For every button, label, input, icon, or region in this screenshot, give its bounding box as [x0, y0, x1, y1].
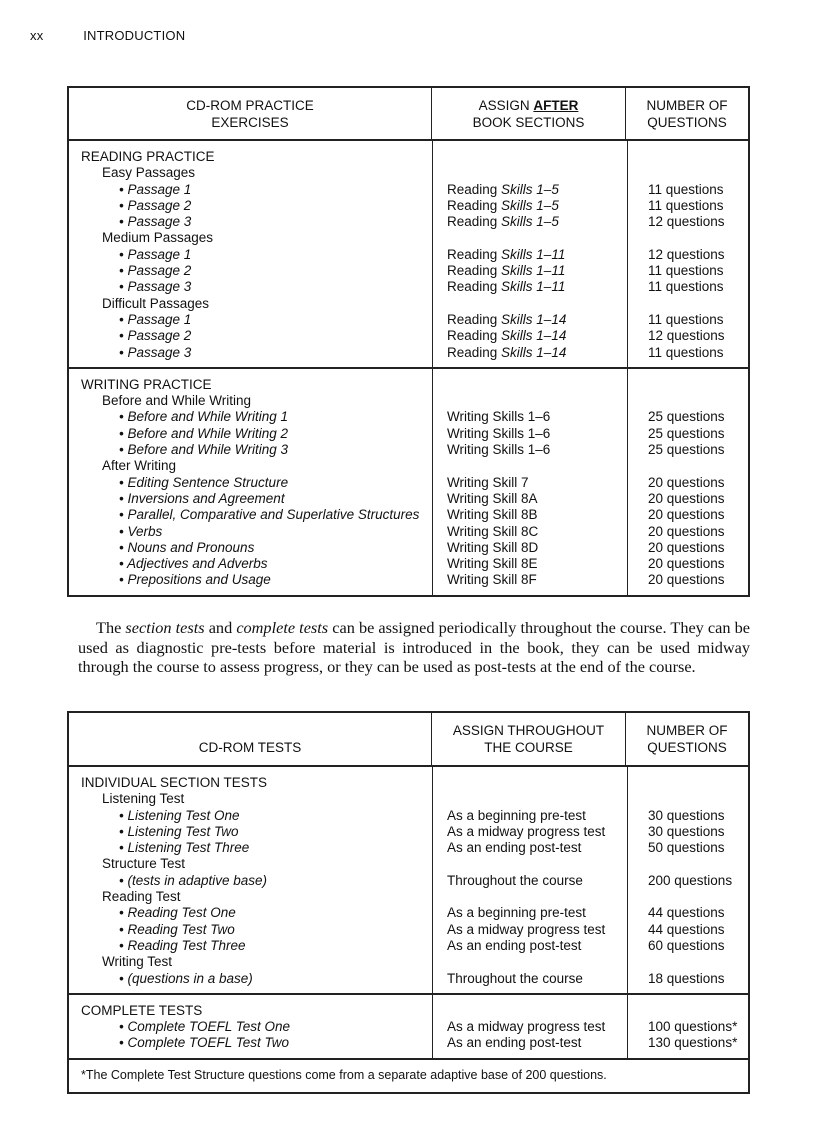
question-count: 18 questions	[648, 970, 725, 986]
question-count	[628, 393, 748, 409]
question-count: 11 questions	[648, 279, 724, 295]
question-count: 20 questions	[648, 556, 725, 572]
assignment-cell	[433, 377, 627, 393]
section-heading: READING PRACTICE	[81, 149, 215, 164]
assignment-cell	[433, 409, 627, 425]
header-tests	[69, 713, 432, 765]
header-text: THE COURSE	[484, 740, 573, 755]
text: The	[96, 618, 126, 637]
list-item: • Listening Test Two	[119, 823, 239, 839]
list-item: • Passage 3	[119, 279, 192, 295]
emphasis: section tests	[125, 618, 205, 637]
assignment-text: Reading	[447, 344, 502, 360]
assignment-cell	[433, 296, 627, 312]
column-assignment	[433, 767, 628, 993]
assignment-cell	[433, 393, 627, 409]
list-item: • Passage 2	[119, 328, 192, 344]
assignment-text: As an ending post-test	[447, 840, 582, 856]
column-item	[69, 767, 433, 993]
subsection-heading: Easy Passages	[102, 165, 196, 181]
question-count: 20 questions	[648, 490, 725, 506]
assignment-text: Writing Skill 8F	[447, 572, 537, 588]
list-item: • Passage 3	[119, 344, 192, 360]
assignment-cell	[433, 149, 627, 165]
question-count	[628, 791, 748, 807]
table-header	[69, 88, 748, 141]
subsection-heading: Medium Passages	[102, 230, 214, 246]
question-count: 25 questions	[648, 409, 725, 425]
assignment-skills: Skills 1–14	[501, 311, 567, 327]
question-count: 11 questions	[648, 344, 724, 360]
list-item: • Before and While Writing 3	[119, 442, 289, 458]
list-item: • Inversions and Agreement	[119, 490, 285, 506]
assignment-text: Writing Skill 8B	[447, 507, 538, 523]
subsection-heading: Before and While Writing	[102, 393, 252, 409]
assignment-skills: Skills 1–11	[501, 246, 566, 262]
question-count: 44 questions	[648, 921, 725, 937]
column-assignment	[433, 141, 628, 367]
column-item	[69, 369, 433, 595]
assignment-text: Writing Skill 8E	[447, 556, 538, 572]
header-text: CD-ROM PRACTICE	[186, 98, 314, 113]
list-item: • Passage 1	[119, 181, 192, 197]
assignment-cell	[433, 938, 627, 954]
assignment-skills: Skills 1–14	[501, 328, 567, 344]
question-count	[628, 775, 748, 791]
subsection-heading: Difficult Passages	[102, 295, 210, 311]
subsection-heading: Writing Test	[102, 954, 173, 970]
list-item: • Reading Test Two	[119, 921, 235, 937]
list-item: • Parallel, Comparative and Superlative Structures	[119, 507, 420, 523]
question-count: 44 questions	[648, 905, 725, 921]
running-head	[30, 28, 221, 43]
assignment-skills: Skills 1–5	[501, 197, 559, 213]
list-item: • Passage 1	[119, 246, 192, 262]
assignment-cell	[433, 165, 627, 181]
assignment-cell	[433, 328, 627, 344]
text: and	[204, 618, 237, 637]
assignment-text: Writing Skill 8A	[447, 490, 538, 506]
list-item: • Reading Test One	[119, 905, 236, 921]
list-item: • Before and While Writing 1	[119, 409, 289, 425]
question-count: 200 questions	[648, 872, 733, 888]
column-assignment	[433, 369, 628, 595]
assignment-cell	[433, 824, 627, 840]
text: can be assigned periodically throughout the course. They can be used as diagnostic pre-tests before material is introduced in the book, they can be used midway through the course to assess progress, or they can be used as post-tests at the end of the course.	[78, 618, 750, 677]
assignment-cell	[433, 954, 627, 970]
section-heading: COMPLETE TESTS	[81, 1002, 203, 1018]
chapter-title: INTRODUCTION	[83, 28, 186, 43]
assignment-cell	[433, 475, 627, 491]
header-text: ASSIGN	[478, 98, 530, 113]
assignment-cell	[433, 791, 627, 807]
question-count: 12 questions	[648, 246, 725, 262]
question-count: 20 questions	[648, 539, 725, 555]
assignment-cell	[433, 889, 627, 905]
assignment-cell	[433, 263, 627, 279]
column-questions	[628, 369, 748, 595]
assignment-text: As a beginning pre-test	[447, 807, 586, 823]
assignment-cell	[433, 312, 627, 328]
assignment-text: Writing Skill 7	[447, 474, 529, 490]
question-count: 100 questions*	[648, 1019, 738, 1035]
assignment-cell	[433, 905, 627, 921]
page-number: xx	[30, 28, 44, 43]
column-questions	[628, 141, 748, 367]
table-header	[69, 713, 748, 767]
assignment-cell	[433, 198, 627, 214]
assignment-skills: Skills 1–5	[501, 214, 559, 230]
question-count: 20 questions	[648, 474, 725, 490]
assignment-cell	[433, 840, 627, 856]
header-text	[432, 97, 625, 114]
list-item: • Listening Test Three	[119, 840, 250, 856]
assignment-text: Reading	[447, 197, 502, 213]
assignment-cell	[433, 524, 627, 540]
question-count	[628, 149, 748, 165]
question-count	[628, 230, 748, 246]
assignment-text: As an ending post-test	[447, 1035, 582, 1051]
assignment-cell	[433, 182, 627, 198]
question-count	[628, 954, 748, 970]
assignment-cell	[433, 345, 627, 361]
header-assign	[432, 713, 626, 765]
assignment-text: Throughout the course	[447, 872, 583, 888]
header-text: QUESTIONS	[647, 740, 727, 755]
list-item: • Complete TOEFL Test Two	[119, 1035, 290, 1051]
assignment-cell	[433, 279, 627, 295]
assignment-cell	[433, 426, 627, 442]
section-heading: INDIVIDUAL SECTION TESTS	[81, 775, 268, 790]
question-count: 60 questions	[648, 937, 725, 953]
column-questions	[628, 995, 748, 1058]
section-heading: WRITING PRACTICE	[81, 376, 212, 392]
question-count: 130 questions*	[648, 1035, 738, 1051]
assignment-skills: Skills 1–14	[501, 344, 567, 360]
assignment-text: As a midway progress test	[447, 1019, 606, 1035]
assignment-text: Reading	[447, 328, 502, 344]
list-item: • (tests in adaptive base)	[119, 872, 268, 888]
column-item	[69, 995, 433, 1058]
column-assignment	[433, 995, 628, 1058]
list-item: • Before and While Writing 2	[119, 425, 289, 441]
question-count: 12 questions	[648, 214, 725, 230]
header-text: BOOK SECTIONS	[472, 115, 585, 130]
header-exercises	[69, 88, 432, 139]
assignment-cell	[433, 507, 627, 523]
assignment-cell	[433, 922, 627, 938]
header-emphasis: AFTER	[533, 98, 579, 113]
list-item: • Reading Test Three	[119, 937, 246, 953]
assignment-cell	[433, 971, 627, 987]
assignment-cell	[433, 214, 627, 230]
header-text: EXERCISES	[211, 115, 289, 130]
question-count: 20 questions	[648, 523, 725, 539]
assignment-text: Reading	[447, 263, 502, 279]
list-item: • Passage 2	[119, 263, 192, 279]
list-item: • Nouns and Pronouns	[119, 539, 255, 555]
assignment-text: Writing Skills 1–6	[447, 409, 551, 425]
table-section	[69, 995, 748, 1060]
column-item	[69, 141, 433, 367]
assignment-text: Writing Skill 8D	[447, 539, 539, 555]
assignment-text: As a midway progress test	[447, 823, 606, 839]
assignment-cell	[433, 230, 627, 246]
question-count	[628, 165, 748, 181]
question-count: 11 questions	[648, 311, 724, 327]
assignment-text: Reading	[447, 214, 502, 230]
assignment-text: Reading	[447, 246, 502, 262]
assignment-cell	[433, 775, 627, 791]
assignment-text: Writing Skills 1–6	[447, 442, 551, 458]
practice-exercises-table	[67, 86, 750, 597]
list-item: • Listening Test One	[119, 807, 240, 823]
question-count	[628, 889, 748, 905]
table-section	[69, 767, 748, 995]
question-count: 30 questions	[648, 823, 725, 839]
header-text: NUMBER OF	[646, 98, 728, 113]
assignment-cell	[433, 491, 627, 507]
footnote: *The Complete Test Structure questions come from a separate adaptive base of 200 questions.	[81, 1067, 607, 1082]
assignment-cell	[433, 556, 627, 572]
assignment-text: As a beginning pre-test	[447, 905, 586, 921]
column-questions	[628, 767, 748, 993]
header-text: NUMBER OF	[646, 723, 728, 738]
question-count	[628, 458, 748, 474]
assignment-text: Throughout the course	[447, 970, 583, 986]
list-item: • (questions in a base)	[119, 970, 253, 986]
assignment-text: Reading	[447, 311, 502, 327]
header-assign	[432, 88, 626, 139]
emphasis: complete tests	[236, 618, 329, 637]
assignment-text: Writing Skill 8C	[447, 523, 539, 539]
question-count: 20 questions	[648, 507, 725, 523]
assignment-text: As a midway progress test	[447, 921, 606, 937]
question-count: 30 questions	[648, 807, 725, 823]
assignment-cell	[433, 540, 627, 556]
question-count	[628, 296, 748, 312]
assignment-text: Writing Skills 1–6	[447, 425, 551, 441]
assignment-cell	[433, 247, 627, 263]
list-item: • Editing Sentence Structure	[119, 474, 289, 490]
question-count	[628, 377, 748, 393]
assignment-cell	[433, 1019, 627, 1035]
list-item: • Verbs	[119, 523, 163, 539]
assignment-cell	[433, 873, 627, 889]
assignment-skills: Skills 1–5	[501, 181, 559, 197]
table-section	[69, 141, 748, 369]
subsection-heading: Listening Test	[102, 791, 185, 807]
subsection-heading: After Writing	[102, 458, 177, 474]
list-item: • Adjectives and Adverbs	[119, 556, 268, 572]
cd-rom-tests-table	[67, 711, 750, 1094]
question-count: 11 questions	[648, 263, 724, 279]
header-text: ASSIGN THROUGHOUT	[452, 723, 605, 738]
question-count: 25 questions	[648, 442, 725, 458]
assignment-cell	[433, 458, 627, 474]
question-count: 11 questions	[648, 197, 724, 213]
subsection-heading: Structure Test	[102, 856, 186, 872]
list-item: • Passage 1	[119, 311, 192, 327]
list-item: • Complete TOEFL Test One	[119, 1019, 291, 1035]
assignment-cell	[433, 1003, 627, 1019]
question-count: 12 questions	[648, 328, 725, 344]
header-text: CD-ROM TESTS	[198, 740, 302, 755]
header-count	[626, 713, 748, 765]
assignment-cell	[433, 808, 627, 824]
assignment-skills: Skills 1–11	[501, 263, 566, 279]
assignment-cell	[433, 442, 627, 458]
question-count	[628, 1003, 748, 1019]
subsection-heading: Reading Test	[102, 889, 181, 905]
assignment-text: Reading	[447, 181, 502, 197]
list-item: • Prepositions and Usage	[119, 572, 271, 588]
list-item: • Passage 2	[119, 197, 192, 213]
body-paragraph	[78, 618, 750, 677]
assignment-text: As an ending post-test	[447, 937, 582, 953]
question-count: 50 questions	[648, 840, 725, 856]
header-count	[626, 88, 748, 139]
assignment-text: Reading	[447, 279, 502, 295]
question-count: 20 questions	[648, 572, 725, 588]
assignment-cell	[433, 572, 627, 588]
assignment-skills: Skills 1–11	[501, 279, 566, 295]
list-item: • Passage 3	[119, 214, 192, 230]
question-count: 11 questions	[648, 181, 724, 197]
table-section	[69, 369, 748, 595]
header-text: QUESTIONS	[647, 115, 727, 130]
question-count	[628, 856, 748, 872]
question-count: 25 questions	[648, 425, 725, 441]
assignment-cell	[433, 1035, 627, 1051]
assignment-cell	[433, 856, 627, 872]
